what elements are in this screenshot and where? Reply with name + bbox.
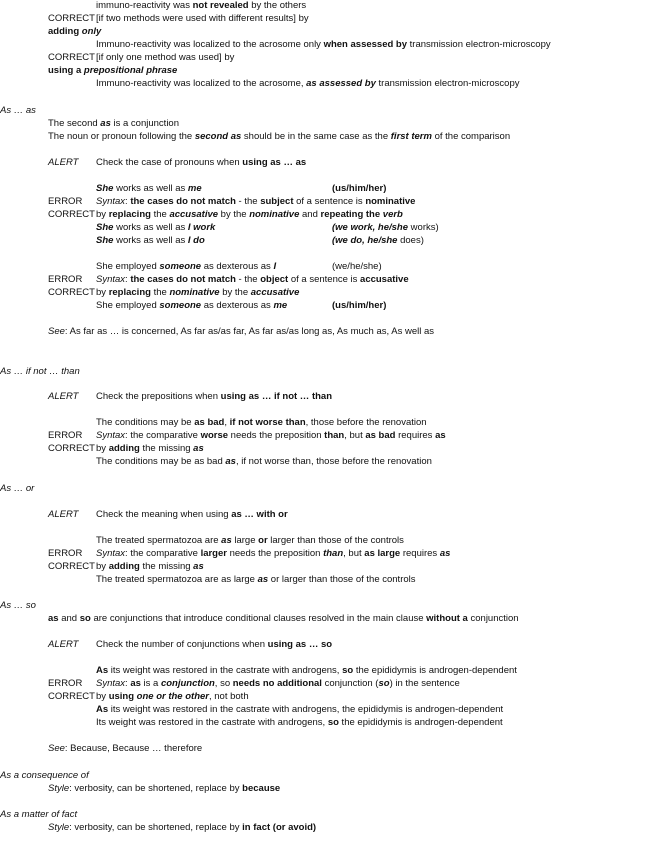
- correct-text: by using one or the other, not both: [96, 691, 249, 702]
- see-also: See: Because, Because … therefore: [48, 743, 203, 754]
- pronoun-note: (we work, he/she works): [332, 222, 439, 233]
- text-line: Immuno-reactivity was localized to the acrosome, as assessed by transmission electron-microscopy: [96, 78, 520, 89]
- correct-label: CORRECT: [48, 443, 95, 454]
- example-line: The treated spermatozoa are as large or larger than those of the controls: [96, 535, 404, 546]
- correct-label: CORRECT: [48, 561, 95, 572]
- example-line: As its weight was restored in the castrate with androgens, the epididymis is androgen-dependent: [96, 704, 504, 715]
- text-line: using a prepositional phrase: [48, 65, 178, 76]
- entry-heading: As … if not … than: [0, 366, 80, 377]
- example-line: The conditions may be as bad, if not worse than, those before the renovation: [96, 417, 427, 428]
- style-note: Style: verbosity, can be shortened, replace by because: [48, 783, 281, 794]
- example-line: She works as well as I work: [96, 222, 216, 233]
- text-line: Immuno-reactivity was localized to the acrosome only when assessed by transmission electron-microscopy: [96, 39, 551, 50]
- alert-text: Check the case of pronouns when using as … as: [96, 157, 307, 168]
- pronoun-note: (we do, he/she does): [332, 235, 424, 246]
- entry-heading: As a consequence of: [0, 770, 89, 781]
- correct-label: CORRECT: [48, 691, 95, 702]
- example-line: She works as well as I do: [96, 235, 205, 246]
- error-label: ERROR: [48, 678, 83, 689]
- correct-label: CORRECT: [48, 13, 95, 24]
- example-line: She employed someone as dexterous as me: [96, 300, 288, 311]
- error-text: Syntax: the comparative larger needs the preposition than, but as large requires as: [96, 548, 451, 559]
- error-text: Syntax: as is a conjunction, so needs no additional conjunction (so) in the sentence: [96, 678, 460, 689]
- pronoun-note: (we/he/she): [332, 261, 382, 272]
- alert-text: Check the number of conjunctions when using as … so: [96, 639, 333, 650]
- text-line: The noun or pronoun following the second as should be in the same case as the first term of the comparison: [48, 131, 511, 142]
- error-text: Syntax: the cases do not match - the object of a sentence is accusative: [96, 274, 409, 285]
- text-line: adding only: [48, 26, 102, 37]
- error-label: ERROR: [48, 274, 83, 285]
- text-line: [if only one method was used] by: [96, 52, 235, 63]
- pronoun-note: (us/him/her): [332, 300, 387, 311]
- correct-text: by adding the missing as: [96, 561, 204, 572]
- see-also: See: As far as … is concerned, As far as/as far, As far as/as long as, As much as, As well as: [48, 326, 434, 337]
- error-label: ERROR: [48, 548, 83, 559]
- alert-label: ALERT: [48, 391, 79, 402]
- alert-label: ALERT: [48, 639, 79, 650]
- text-line: as and so are conjunctions that introduce conditional clauses resolved in the main clause without a conjunction: [48, 613, 519, 624]
- entry-heading: As … so: [0, 600, 36, 611]
- alert-text: Check the prepositions when using as … if not … than: [96, 391, 333, 402]
- correct-text: by replacing the nominative by the accusative: [96, 287, 300, 298]
- correct-label: CORRECT: [48, 287, 95, 298]
- style-note: Style: verbosity, can be shortened, replace by in fact (or avoid): [48, 822, 317, 833]
- example-line: She employed someone as dexterous as I: [96, 261, 277, 272]
- entry-heading: As a matter of fact: [0, 809, 78, 820]
- correct-label: CORRECT: [48, 52, 95, 63]
- alert-label: ALERT: [48, 509, 79, 520]
- correct-label: CORRECT: [48, 209, 95, 220]
- error-text: Syntax: the cases do not match - the subject of a sentence is nominative: [96, 196, 416, 207]
- alert-text: Check the meaning when using as … with or: [96, 509, 288, 520]
- entry-heading: As … as: [0, 105, 36, 116]
- text-line: The second as is a conjunction: [48, 118, 179, 129]
- alert-label: ALERT: [48, 157, 79, 168]
- example-line: Its weight was restored in the castrate with androgens, so the epididymis is androgen-dependent: [96, 717, 503, 728]
- correct-text: by replacing the accusative by the nominative and repeating the verb: [96, 209, 403, 220]
- example-line: The treated spermatozoa are as large as or larger than those of the controls: [96, 574, 416, 585]
- example-line: She works as well as me: [96, 183, 202, 194]
- error-text: Syntax: the comparative worse needs the preposition than, but as bad requires as: [96, 430, 446, 441]
- error-label: ERROR: [48, 430, 83, 441]
- example-line: The conditions may be as bad as, if not worse than, those before the renovation: [96, 456, 432, 467]
- text-line: [if two methods were used with different results] by: [96, 13, 309, 24]
- error-label: ERROR: [48, 196, 83, 207]
- example-line: As its weight was restored in the castrate with androgens, so the epididymis is androgen-dependent: [96, 665, 517, 676]
- text-line: immuno-reactivity was not revealed by the others: [96, 0, 307, 11]
- entry-heading: As … or: [0, 483, 35, 494]
- correct-text: by adding the missing as: [96, 443, 204, 454]
- pronoun-note: (us/him/her): [332, 183, 387, 194]
